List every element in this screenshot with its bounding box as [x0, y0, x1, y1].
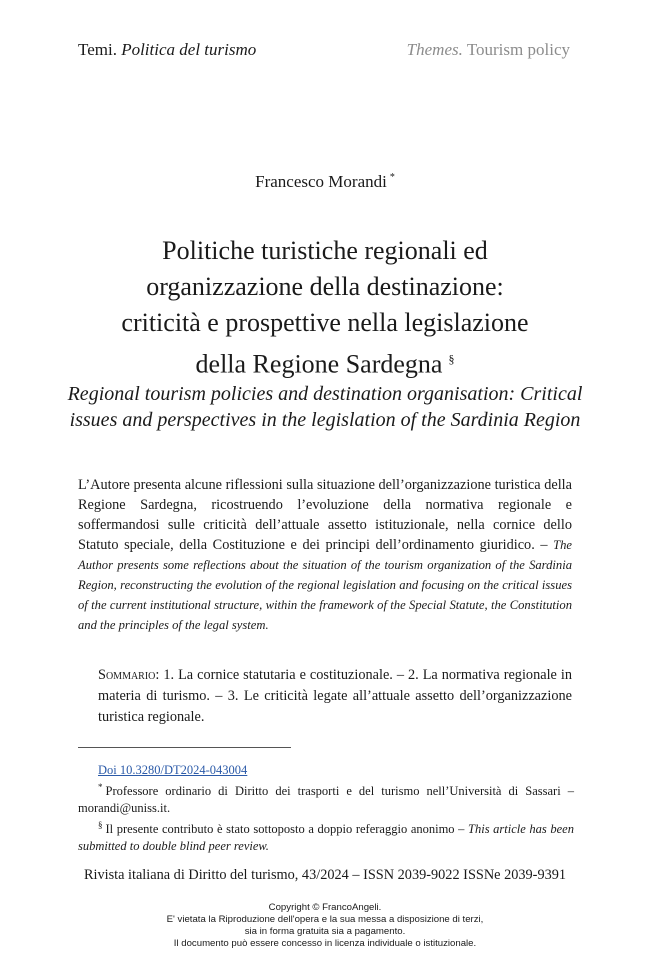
- copyright-line: Il documento può essere concesso in licenza individuale o istituzionale.: [173, 938, 477, 949]
- abstract: [78, 475, 572, 635]
- running-head-left: [78, 40, 256, 60]
- author-footnote-mark: *: [389, 172, 395, 184]
- article-title-line-last: [60, 341, 590, 383]
- journal-citation: Rivista italiana di Diritto del turismo, 43/2024 – ISSN 2039-9022 ISSNe 2039-9391: [83, 867, 567, 883]
- running-head-left-prefix: Temi.: [78, 40, 117, 59]
- footnote-peer-review: [78, 817, 574, 855]
- footnote-author-mark: *: [98, 782, 103, 792]
- copyright-line: sia in forma gratuita sia a pagamento.: [244, 926, 406, 937]
- summary-label: Sommario:: [98, 667, 160, 683]
- footnote-author: [78, 779, 574, 817]
- title-footnote-mark: §: [448, 352, 455, 366]
- article-title-line: Politiche turistiche regionali ed: [162, 236, 488, 265]
- footnote-peer-mark: §: [98, 820, 103, 831]
- running-head-right-title: Tourism policy: [466, 40, 570, 59]
- abstract-italian: L’Autore presenta alcune riflessioni sulla situazione dell’organizzazione turistica della Regione Sardegna, ricostruendo l’evoluzione della normativa regionale e soffermandosi sulle criticità dell’attuale assetto istituzionale, nella cornice dello Statuto speciale, della Costituzione e dei principi dell’ordinamento giuridico. –: [78, 477, 572, 553]
- running-head-right: [407, 40, 570, 60]
- doi-link[interactable]: Doi 10.3280/DT2024-043004: [98, 763, 248, 777]
- running-head-left-title: Politica del turismo: [121, 40, 257, 59]
- article-title: [60, 233, 590, 383]
- footnote-peer-text-it: Il presente contributo è stato sottoposto a doppio referaggio anonimo –: [105, 822, 465, 837]
- article-title-line: criticità e prospettive nella legislazione: [121, 308, 529, 337]
- copyright-notice: [0, 902, 650, 950]
- abstract-english: The Author presents some reflections about the situation of the tourism organization of the Sardinia Region, reconstructing the evolution of the regional legislation and focusing on the critical issues of the current institutional structure, within the framework of the Special Statute, the Constitution and the principles of the legal system.: [78, 538, 572, 632]
- author-name: Francesco Morandi: [255, 172, 387, 191]
- author-byline: [0, 172, 650, 192]
- copyright-line: E' vietata la Riproduzione dell'opera e la sua messa a disposizione di terzi,: [166, 914, 484, 925]
- article-title-line: della Regione Sardegna: [195, 349, 443, 379]
- copyright-line: Copyright © FrancoAngeli.: [268, 902, 382, 913]
- english-title-line: Regional tourism policies and destination organisation: Critical: [67, 383, 583, 405]
- english-title: [60, 381, 590, 433]
- table-of-contents: [98, 665, 572, 728]
- english-title-line: issues and perspectives in the legislation of the Sardinia Region: [69, 409, 581, 431]
- footnotes: [78, 762, 574, 855]
- footnote-peer-text-en: This article has been submitted to double blind peer review.: [78, 822, 574, 854]
- running-head-right-prefix: Themes.: [406, 40, 463, 59]
- footnote-separator: [78, 747, 291, 748]
- article-title-line: organizzazione della destinazione:: [146, 272, 504, 301]
- footnote-author-text: Professore ordinario di Diritto dei trasporti e del turismo nell’Università di Sassari – morandi@uniss.it.: [78, 784, 574, 816]
- summary-text: 1. La cornice statutaria e costituzionale. – 2. La normativa regionale in materia di turismo. – 3. Le criticità legate all’attuale assetto dell’organizzazione turistica regionale.: [98, 667, 572, 725]
